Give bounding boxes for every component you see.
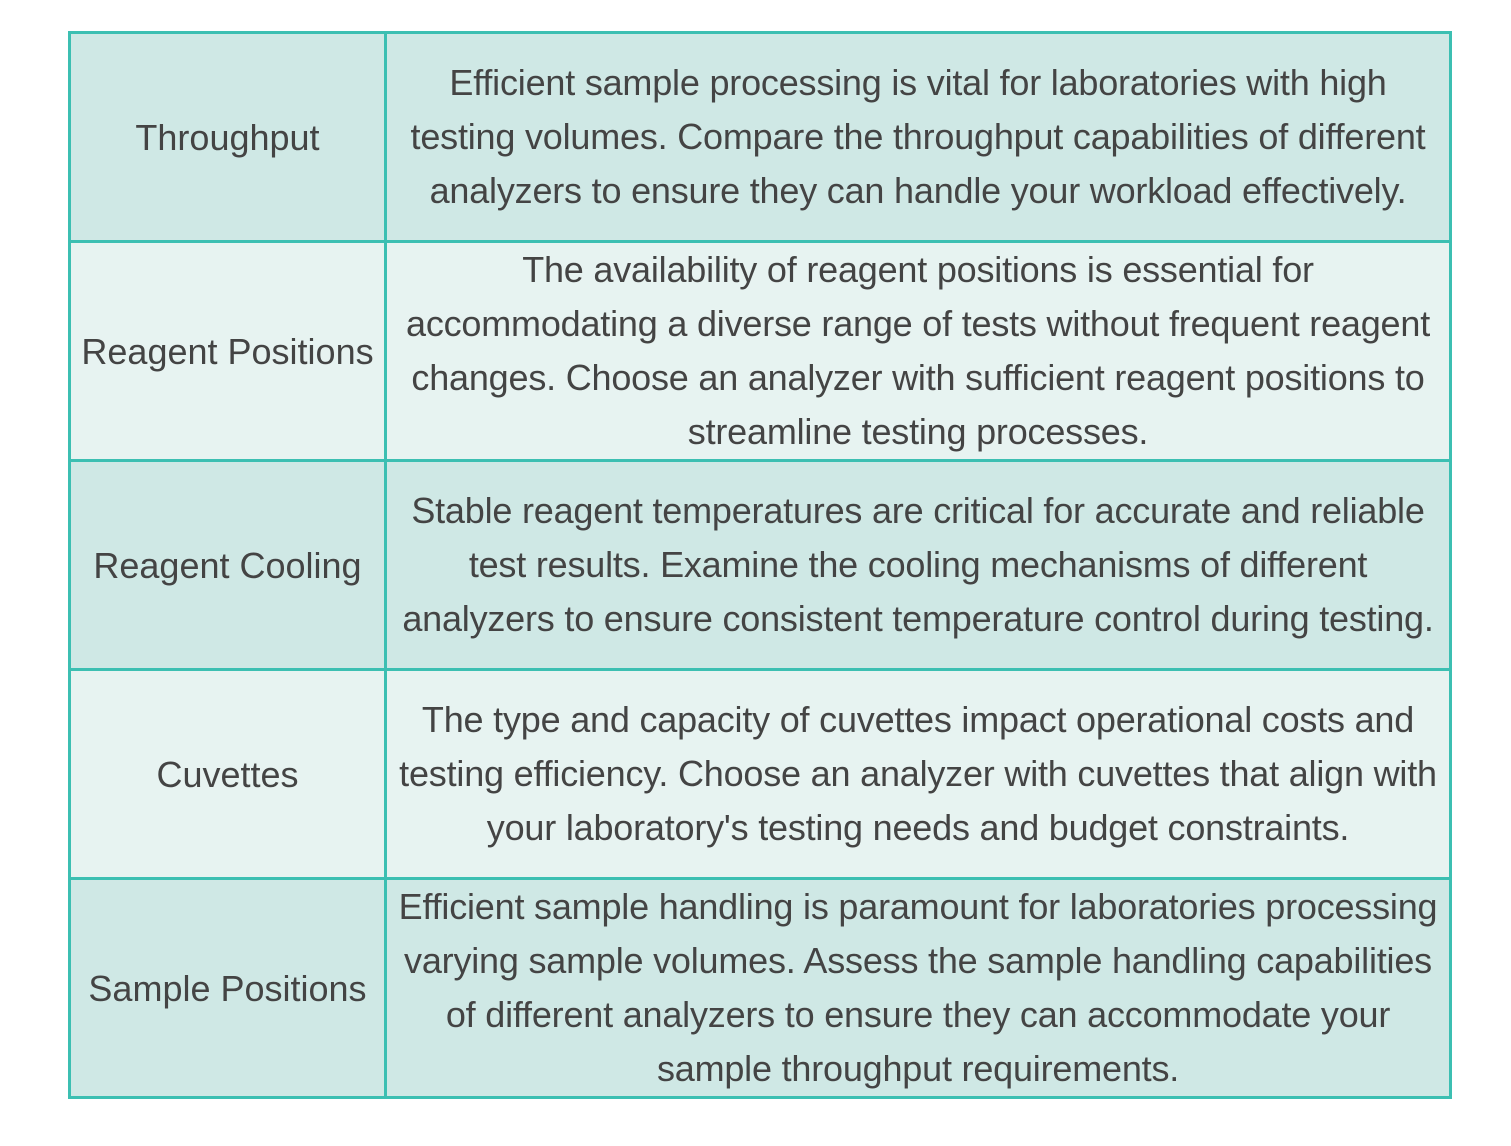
- feature-description: Stable reagent temperatures are critical for accurate and reliable test results. Examine the cooling mechanisms of different analyzers to ensure consistent temperature control during testing.: [386, 461, 1451, 670]
- feature-description: Efficient sample processing is vital for laboratories with high testing volumes. Compare the throughput capabilities of different analyzers to ensure they can handle your workload effectively.: [386, 33, 1451, 242]
- feature-comparison-table: [68, 31, 1452, 1099]
- table-row: [70, 242, 1451, 461]
- feature-label: Reagent Cooling: [70, 461, 386, 670]
- table-row: [70, 879, 1451, 1098]
- table-row: [70, 670, 1451, 879]
- feature-label: Throughput: [70, 33, 386, 242]
- feature-label: Cuvettes: [70, 670, 386, 879]
- feature-label: Sample Positions: [70, 879, 386, 1098]
- feature-label: Reagent Positions: [70, 242, 386, 461]
- table-row: [70, 461, 1451, 670]
- table-row: [70, 33, 1451, 242]
- feature-description: The type and capacity of cuvettes impact operational costs and testing efficiency. Choose an analyzer with cuvettes that align with your laboratory's testing needs and budget constraints.: [386, 670, 1451, 879]
- feature-description: The availability of reagent positions is essential for accommodating a diverse range of tests without frequent reagent changes. Choose an analyzer with sufficient reagent positions to streamline testing processes.: [386, 242, 1451, 461]
- feature-description: Efficient sample handling is paramount for laboratories processing varying sample volumes. Assess the sample handling capabilities of different analyzers to ensure they can accommodate your sample throughput requirements.: [386, 879, 1451, 1098]
